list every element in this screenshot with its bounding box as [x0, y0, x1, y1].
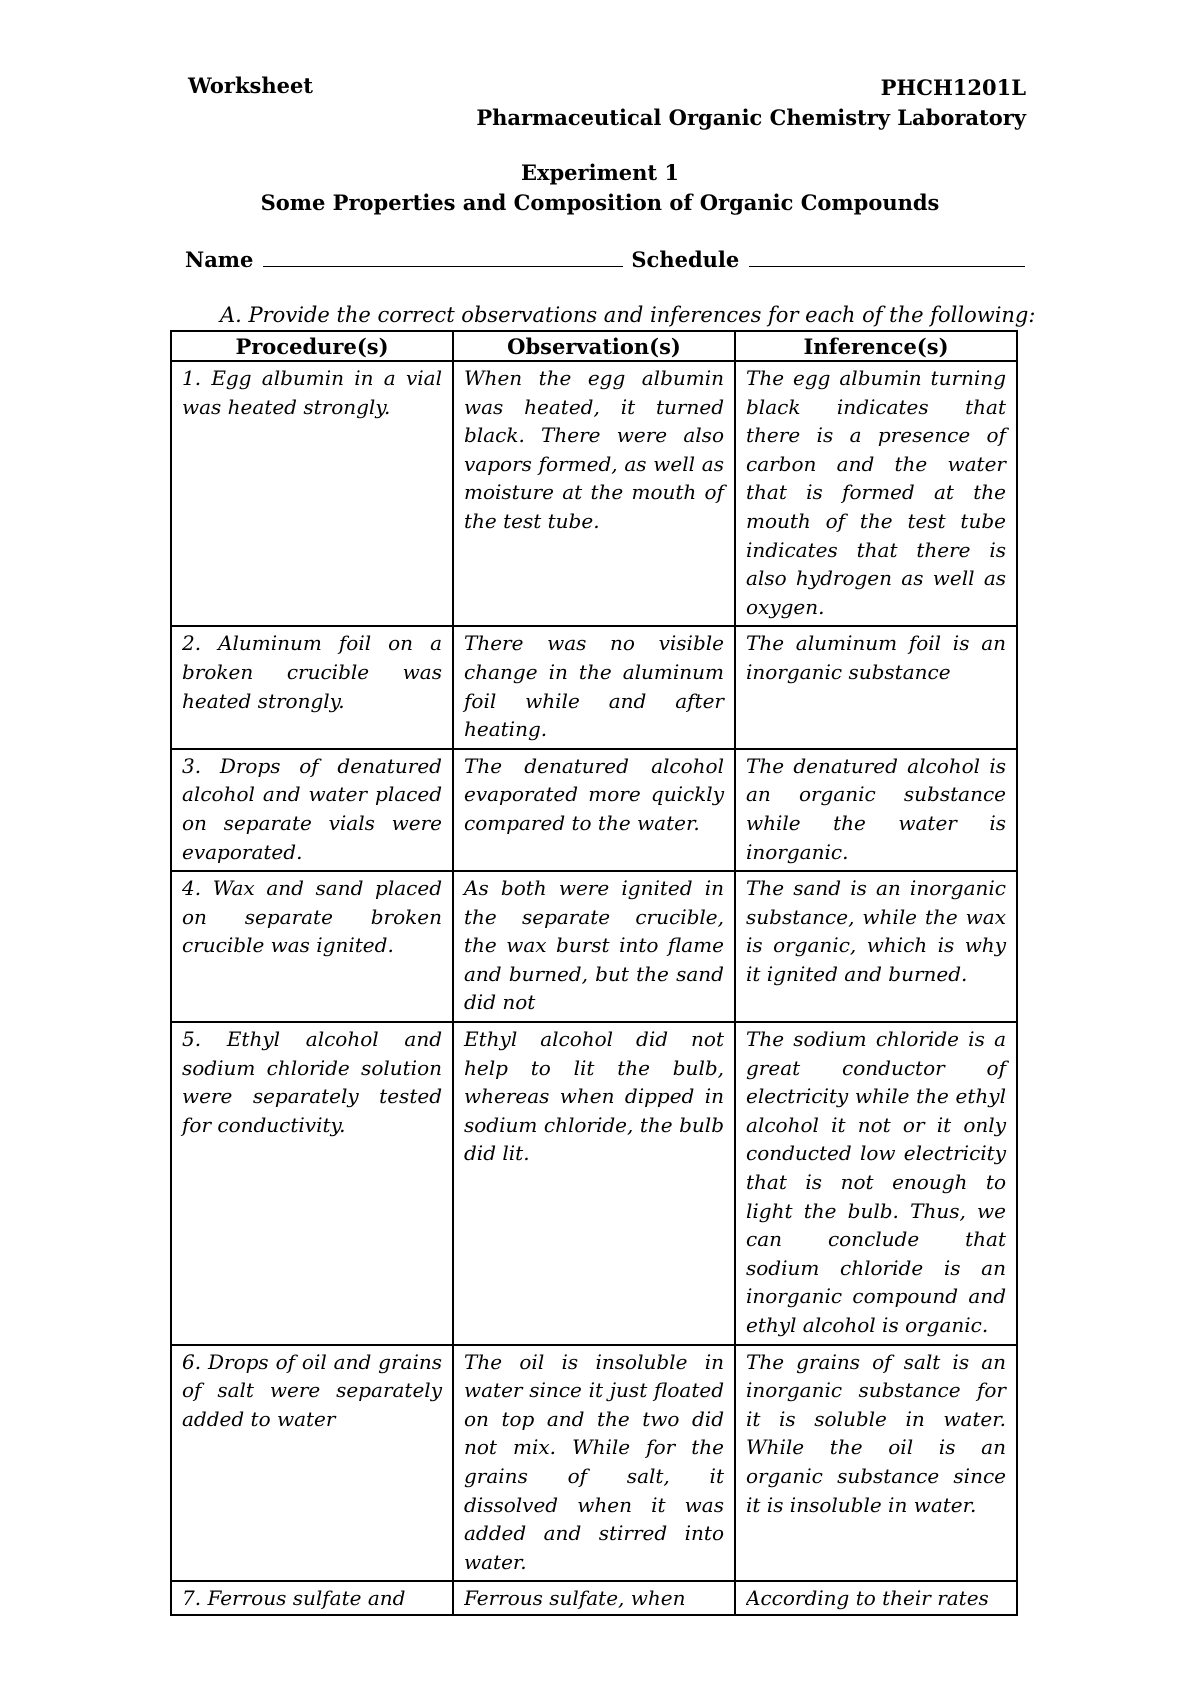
procedure-cell: 4. Wax and sand placed on separate broken crucible was ignited.	[171, 871, 453, 1022]
inference-cell: The sodium chloride is a great conductor of electricity while the ethyl alcohol it not or it only conducted low electricity that is not enough to light the bulb. Thus, we can conclude that sodium chloride is an inorganic compound and ethyl alcohol is organic.	[735, 1022, 1017, 1345]
instruction-text: A. Provide the correct observations and inferences for each of the following:	[220, 303, 1036, 327]
header-inference: Inference(s)	[735, 331, 1017, 361]
procedure-cell	[171, 1581, 453, 1615]
procedure-cell: 2. Aluminum foil on a broken crucible was heated strongly.	[171, 626, 453, 748]
table-row	[171, 749, 1017, 871]
table-row	[171, 1022, 1017, 1345]
inference-cell: The denatured alcohol is an organic substance while the water is inorganic.	[735, 749, 1017, 871]
course-header	[476, 73, 1026, 133]
inference-cell: The egg albumin turning black indicates that there is a presence of carbon and the water that is formed at the mouth of the test tube indicates that there is also hydrogen as well as oxygen.	[735, 361, 1017, 626]
table-row	[171, 1345, 1017, 1582]
observation-text: Ferrous sulfate, when	[464, 1586, 686, 1611]
table-row	[171, 871, 1017, 1022]
course-code: PHCH1201L	[880, 75, 1026, 100]
schedule-field[interactable]	[749, 246, 1025, 267]
experiment-subtitle: Some Properties and Composition of Organic Compounds	[260, 190, 940, 215]
inference-text: According to their rates	[746, 1586, 989, 1611]
experiment-number: Experiment 1	[520, 160, 680, 185]
observation-cell: Ethyl alcohol did not help to lit the bulb, whereas when dipped in sodium chloride, the bulb did lit.	[453, 1022, 735, 1345]
procedure-cell: 3. Drops of denatured alcohol and water placed on separate vials were evaporated.	[171, 749, 453, 871]
table-header-row	[171, 331, 1017, 361]
table-row	[171, 361, 1017, 626]
observation-cell: There was no visible change in the aluminum foil while and after heating.	[453, 626, 735, 748]
inference-cell: The grains of salt is an inorganic substance for it is soluble in water. While the oil is an organic substance since it is insoluble in water.	[735, 1345, 1017, 1582]
header-observation: Observation(s)	[453, 331, 735, 361]
worksheet-label: Worksheet	[188, 73, 314, 98]
inference-cell: The aluminum foil is an inorganic substance	[735, 626, 1017, 748]
course-title: Pharmaceutical Organic Chemistry Laboratory	[476, 105, 1026, 130]
observation-cell: When the egg albumin was heated, it turned black. There were also vapors formed, as well as moisture at the mouth of the test tube.	[453, 361, 735, 626]
inference-cell	[735, 1581, 1017, 1615]
observation-cell: As both were ignited in the separate crucible, the wax burst into flame and burned, but the sand did not	[453, 871, 735, 1022]
procedure-cell: 6. Drops of oil and grains of salt were separately added to water	[171, 1345, 453, 1582]
header-procedure: Procedure(s)	[171, 331, 453, 361]
procedure-cell: 5. Ethyl alcohol and sodium chloride solution were separately tested for conductivity.	[171, 1022, 453, 1345]
observation-table	[170, 330, 1018, 1616]
table-row	[171, 1581, 1017, 1615]
name-field[interactable]	[263, 246, 623, 267]
observation-cell: The denatured alcohol evaporated more quickly compared to the water.	[453, 749, 735, 871]
procedure-cell: 1. Egg albumin in a vial was heated strongly.	[171, 361, 453, 626]
procedure-text: 7. Ferrous sulfate and	[182, 1586, 406, 1611]
inference-cell: The sand is an inorganic substance, while the wax is organic, which is why it ignited and burned.	[735, 871, 1017, 1022]
observation-cell: The oil is insoluble in water since it just floated on top and the two did not mix. While for the grains of salt, it dissolved when it was added and stirred into water.	[453, 1345, 735, 1582]
observation-cell	[453, 1581, 735, 1615]
schedule-label: Schedule	[631, 247, 740, 272]
name-label: Name	[185, 247, 254, 272]
student-info-row	[185, 246, 1025, 272]
table-row	[171, 626, 1017, 748]
experiment-title	[0, 158, 1200, 218]
